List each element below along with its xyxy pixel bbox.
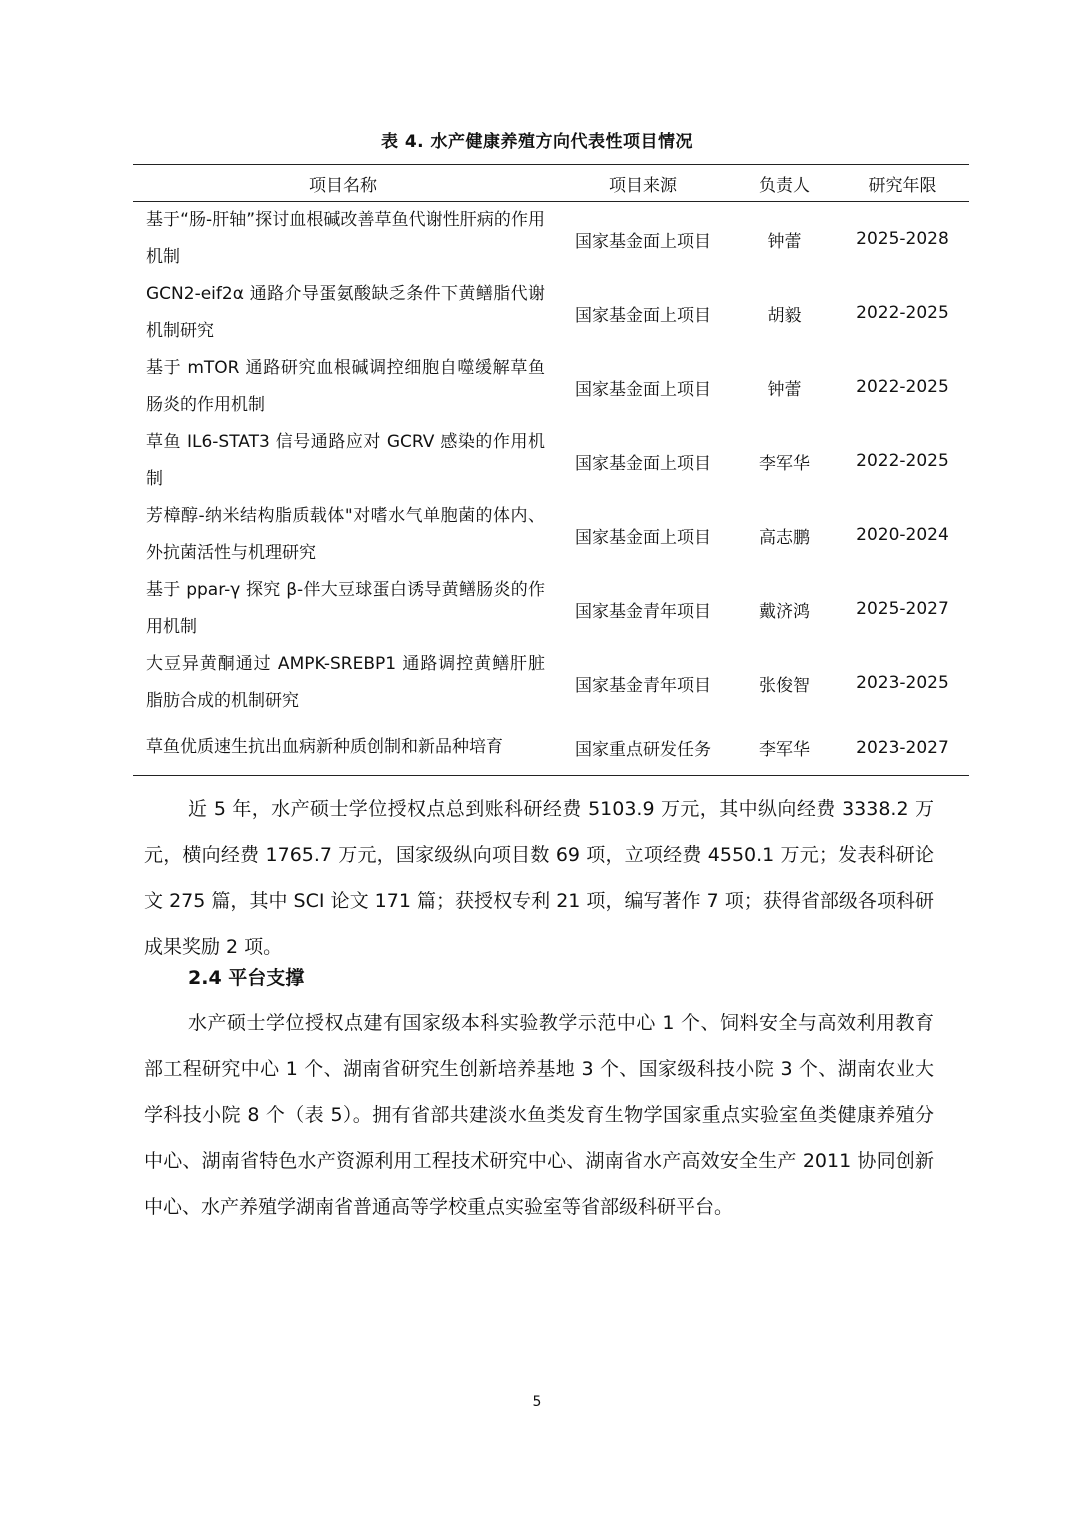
project-leader-cell: 李军华 xyxy=(733,720,836,776)
project-source-cell: 国家基金面上项目 xyxy=(575,453,711,474)
page-number: 5 xyxy=(532,1394,542,1410)
platform-support-paragraph: 水产硕士学位授权点建有国家级本科实验教学示范中心 1 个、饲料安全与高效利用教育部工程研究中心 1 个、湖南省研究生创新培养基地 3 个、国家级科技小院 3 个、湖南农业大学科技小院 8 个（表 5）。拥有省部共建淡水鱼类发育生物学国家重点实验室鱼类健康养殖分中心、湖南省特色水产资源利用工程技术研究中心、湖南省水产高效安全生产 2011 协同创新中心、水产养殖学湖南省普通高等学校重点实验室等省部级科研平台。 xyxy=(144,1012,934,1218)
project-leader-cell: 戴济鸿 xyxy=(759,601,810,622)
table-row xyxy=(133,424,969,498)
project-years-cell: 2022-2025 xyxy=(856,303,949,323)
project-leader-cell: 钟蕾 xyxy=(767,231,802,252)
project-table xyxy=(133,164,969,776)
table-row xyxy=(133,202,969,277)
project-name-cell: 大豆异黄酮通过 AMPK-SREBP1 通路调控黄鳝肝脏脂肪合成的机制研究 xyxy=(146,654,545,711)
project-years-cell: 2025-2028 xyxy=(856,229,949,249)
table-caption: 表 4. 水产健康养殖方向代表性项目情况 xyxy=(380,132,694,152)
funding-summary-paragraph: 近 5 年，水产硕士学位授权点总到账科研经费 5103.9 万元，其中纵向经费 3338.2 万元，横向经费 1765.7 万元，国家级纵向项目数 69 项，立项经费 4550.1 万元；发表科研论文 275 篇，其中 SCI 论文 171 篇；获授权专利 21 项，编写著作 7 项；获得省部级各项科研成果奖励 2 项。 xyxy=(144,798,934,958)
section-heading: 2.4 平台支撑 xyxy=(188,967,305,989)
project-leader-cell: 张俊智 xyxy=(759,675,810,696)
project-years-cell: 2023-2025 xyxy=(856,673,949,693)
project-name-cell: 草鱼优质速生抗出血病新种质创制和新品种培育 xyxy=(133,720,553,776)
project-source-cell: 国家基金青年项目 xyxy=(575,601,711,622)
project-source-cell: 国家基金青年项目 xyxy=(575,675,711,696)
project-leader-cell: 钟蕾 xyxy=(767,379,802,400)
project-source-cell: 国家基金面上项目 xyxy=(575,231,711,252)
project-years-cell: 2025-2027 xyxy=(856,599,949,619)
project-years-cell: 2020-2024 xyxy=(856,525,949,545)
project-name-cell: 基于 ppar-γ 探究 β-伴大豆球蛋白诱导黄鳝肠炎的作用机制 xyxy=(146,580,545,637)
project-name-cell: 草鱼 IL6-STAT3 信号通路应对 GCRV 感染的作用机制 xyxy=(146,432,545,489)
project-leader-cell: 李军华 xyxy=(759,453,810,474)
header-project-source: 项目来源 xyxy=(553,165,733,202)
project-source-cell: 国家基金面上项目 xyxy=(575,527,711,548)
project-name-cell: 基于“肠-肝轴”探讨血根碱改善草鱼代谢性肝病的作用机制 xyxy=(146,210,545,267)
project-leader-cell: 高志鹏 xyxy=(759,527,810,548)
project-years-cell: 2022-2025 xyxy=(856,451,949,471)
project-source-cell: 国家基金面上项目 xyxy=(575,305,711,326)
project-name-cell: GCN2-eif2α 通路介导蛋氨酸缺乏条件下黄鳝脂代谢机制研究 xyxy=(146,284,545,341)
project-leader-cell: 胡毅 xyxy=(767,305,802,326)
table-row xyxy=(133,572,969,646)
header-project-leader: 负责人 xyxy=(733,165,836,202)
project-years-cell: 2022-2025 xyxy=(856,377,949,397)
header-project-name: 项目名称 xyxy=(133,165,553,202)
project-source-cell: 国家基金面上项目 xyxy=(575,379,711,400)
table-row xyxy=(133,498,969,572)
table-header-row xyxy=(133,165,969,202)
project-years-cell: 2023-2027 xyxy=(836,720,969,776)
project-name-cell: 基于 mTOR 通路研究血根碱调控细胞自噬缓解草鱼肠炎的作用机制 xyxy=(146,358,545,415)
table-row xyxy=(133,350,969,424)
project-name-cell: 芳樟醇-纳米结构脂质载体"对嗜水气单胞菌的体内、外抗菌活性与机理研究 xyxy=(146,506,545,563)
project-source-cell: 国家重点研发任务 xyxy=(553,720,733,776)
header-research-years: 研究年限 xyxy=(836,165,969,202)
table-row xyxy=(133,720,969,776)
table-row xyxy=(133,646,969,720)
table-row xyxy=(133,276,969,350)
